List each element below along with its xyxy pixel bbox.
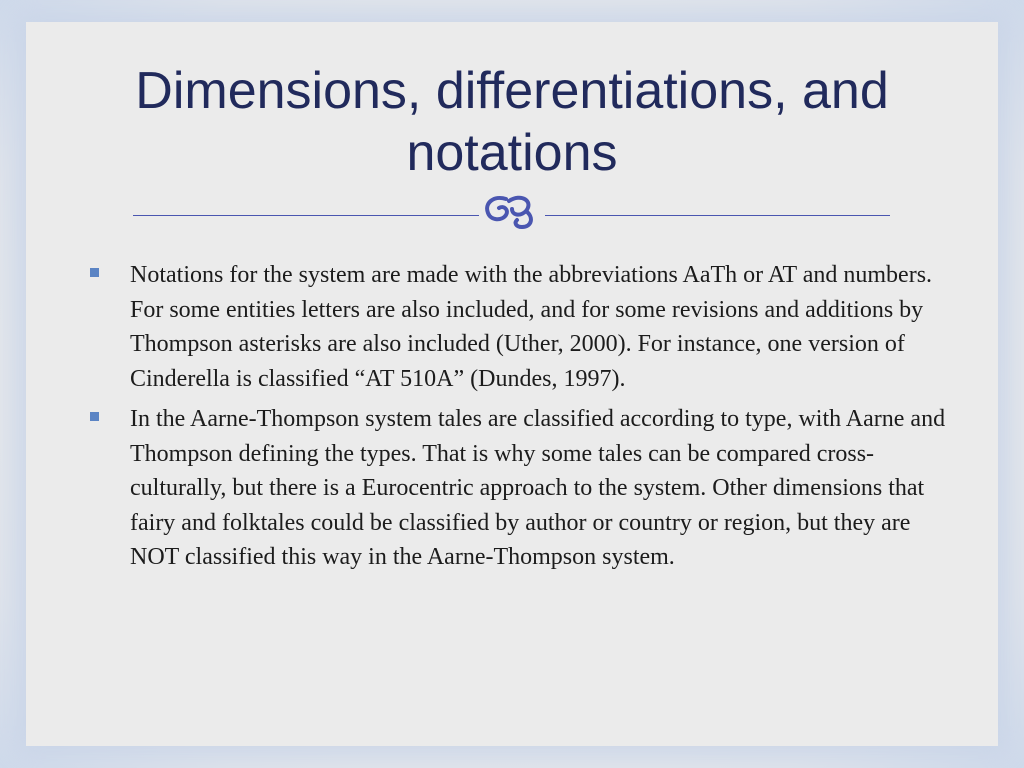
square-bullet-icon xyxy=(90,268,99,277)
divider-line-left xyxy=(133,215,479,216)
bullet-list xyxy=(88,258,948,581)
bullet-text: Notations for the system are made with the abbreviations AaTh or AT and numbers. For some entities letters are also included, and for some revisions and additions by Thompson asterisks are also included (Uther, 2000). For instance, one version of Cinderella is classified “AT 510A” (Dundes, 1997). xyxy=(130,262,933,392)
title-divider xyxy=(133,215,890,217)
bullet-text: In the Aarne-Thompson system tales are classified according to type, with Aarne and Thompson defining the types. That is why some tales can be compared cross-culturally, but there is a Eurocentric approach to the system. Other dimensions that fairy and folktales could be classified by author or country or region, but they are NOT classified this way in the Aarne-Thompson system. xyxy=(130,406,946,570)
list-item xyxy=(88,402,948,575)
divider-line-right xyxy=(545,215,890,216)
slide-title: Dimensions, differentiations, and notations xyxy=(135,62,889,182)
ornament-flourish-icon xyxy=(476,191,548,231)
list-item xyxy=(88,258,948,396)
square-bullet-icon xyxy=(90,412,99,421)
